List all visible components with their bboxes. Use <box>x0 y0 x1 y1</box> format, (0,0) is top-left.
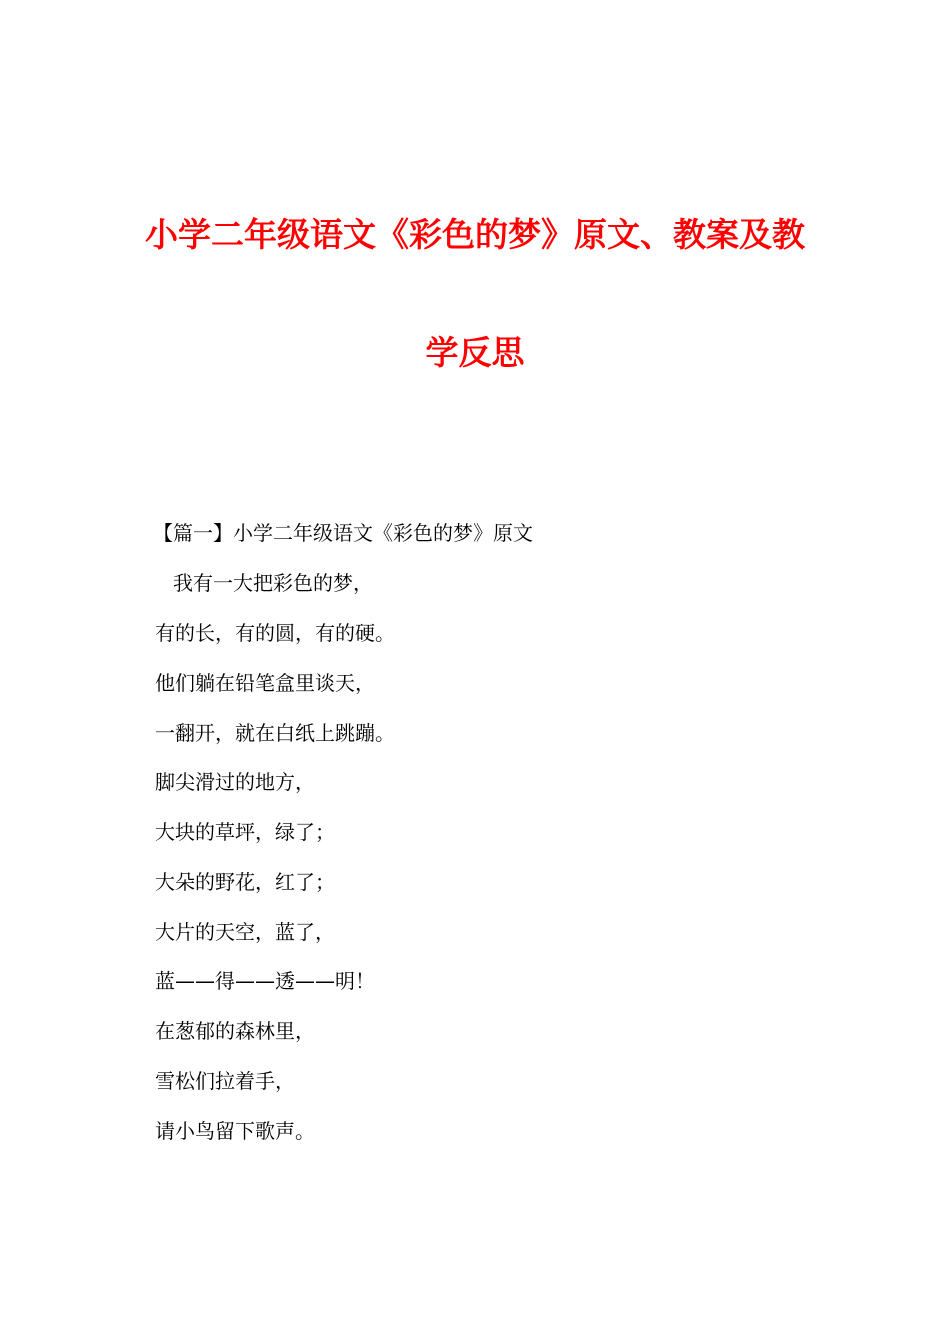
document-title-line-2: 学反思 <box>425 333 525 372</box>
poem-line: 大朵的野花，红了； <box>155 870 335 894</box>
document-title-line-1: 小学二年级语文《彩色的梦》原文、教案及教 <box>145 215 805 254</box>
poem-line: 在葱郁的森林里， <box>155 1019 315 1043</box>
section-heading: 【篇一】小学二年级语文《彩色的梦》原文 <box>153 521 533 545</box>
poem-line: 脚尖滑过的地方， <box>155 770 315 794</box>
poem-line: 大片的天空，蓝了， <box>155 920 335 944</box>
poem-line: 大块的草坪，绿了； <box>155 820 335 844</box>
poem-line: 蓝——得——透——明！ <box>155 969 375 993</box>
poem-line: 他们躺在铅笔盒里谈天， <box>155 671 375 695</box>
poem-line: 雪松们拉着手， <box>155 1069 295 1093</box>
poem-line: 一翻开，就在白纸上跳蹦。 <box>155 721 395 745</box>
poem-line: 有的长，有的圆，有的硬。 <box>155 621 395 645</box>
poem-line: 我有一大把彩色的梦， <box>173 571 373 595</box>
poem-line: 请小鸟留下歌声。 <box>155 1119 315 1143</box>
